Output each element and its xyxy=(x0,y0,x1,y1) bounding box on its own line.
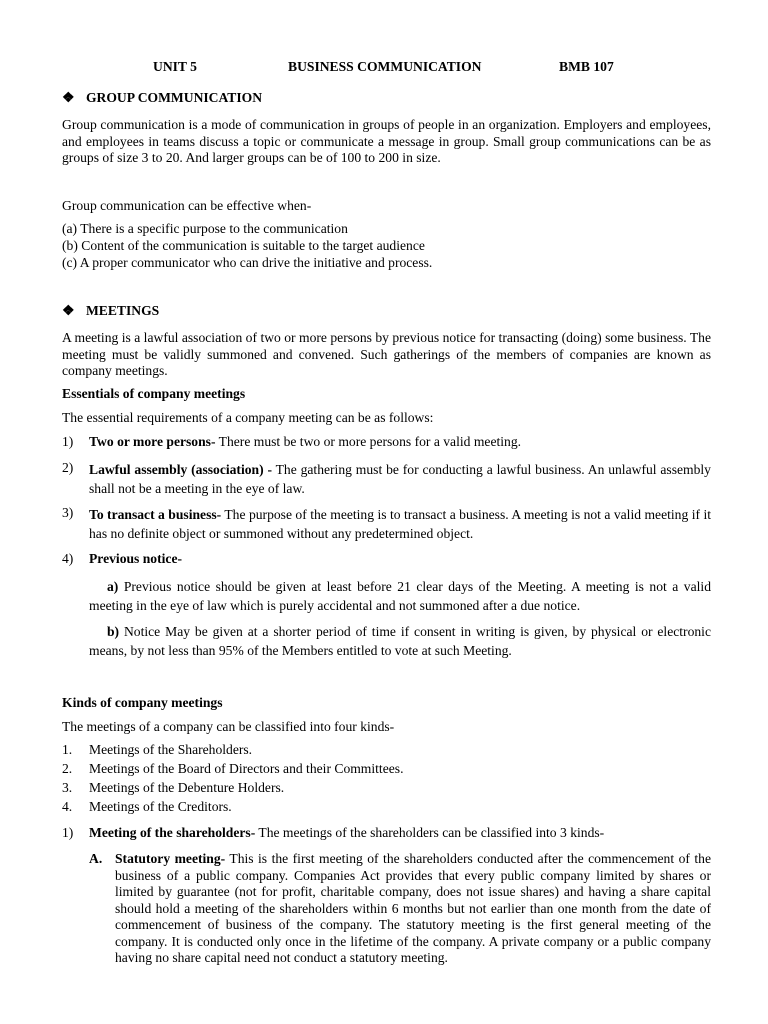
condition-b: (b) Content of the communication is suitable to the target audience xyxy=(62,238,425,253)
course-code: BMB 107 xyxy=(559,59,614,74)
essential-title: Lawful assembly (association) - xyxy=(89,462,272,477)
essential-item-text xyxy=(89,551,711,568)
list-number: 2. xyxy=(62,761,73,776)
list-number: 1. xyxy=(62,742,73,757)
essential-item-text xyxy=(89,460,711,498)
statutory-title: Statutory meeting- xyxy=(115,851,226,866)
kinds-item-text: Meetings of the Shareholders. xyxy=(89,742,253,757)
essentials-heading: Essentials of company meetings xyxy=(62,386,246,401)
shareholders-text xyxy=(89,825,711,842)
notice-b-label: b) xyxy=(107,624,120,639)
list-number: 4. xyxy=(62,799,73,814)
statutory-body: This is the first meeting of the shareholders conducted after the commencement of the business of a public company. Companies Act provides that every public company limited by shares or limited by guarantee (not for profit, charitable company, does not issue shares) and having a share capital should hold a meeting of the shareholders within 6 months but not earlier than one month from the date of commencement of business of the company. The statutory meeting is the first general meeting of the company. It is conducted only once in the lifetime of the company. A private company or a public company having no share capital need not conduct a statutory meeting. xyxy=(115,851,711,965)
notice-b-paragraph xyxy=(89,622,711,660)
kinds-item-text: Meetings of the Creditors. xyxy=(89,799,232,814)
notice-b-text: Notice May be given at a shorter period of time if consent in writing is given, by physical or electronic means, by not less than 95% of the Members entitled to vote at such Meeting. xyxy=(89,624,711,658)
essentials-lead: The essential requirements of a company meeting can be as follows: xyxy=(62,410,434,425)
list-number: 4) xyxy=(62,551,74,566)
group-intro-paragraph: Group communication is a mode of communication in groups of people in an organization. Employers and employees, and employees in teams discuss a topic or communicate a message in group. Small group communications can be as groups of size 3 to 20. And larger groups can be of 100 to 200 in size. xyxy=(62,117,711,165)
list-number: 3. xyxy=(62,780,73,795)
subject-title: BUSINESS COMMUNICATION xyxy=(288,59,482,74)
essential-title: To transact a business- xyxy=(89,507,222,522)
essential-body: There must be two or more persons for a valid meeting. xyxy=(215,434,522,449)
diamond-bullet-icon: ❖ xyxy=(62,304,75,319)
section-heading-group xyxy=(62,90,262,108)
shareholders-title: Meeting of the shareholders- xyxy=(89,825,256,840)
list-number: 3) xyxy=(62,505,74,520)
shareholders-body: The meetings of the shareholders can be classified into 3 kinds- xyxy=(255,825,605,840)
statutory-text xyxy=(115,851,711,967)
essential-title: Two or more persons- xyxy=(89,434,216,449)
list-number: 1) xyxy=(62,825,74,840)
list-number: 2) xyxy=(62,460,74,475)
statutory-label: A. xyxy=(89,851,103,866)
condition-c: (c) A proper communicator who can drive the initiative and process. xyxy=(62,255,433,270)
condition-a: (a) There is a specific purpose to the communication xyxy=(62,221,348,236)
meetings-intro-paragraph: A meeting is a lawful association of two or more persons by previous notice for transacting (doing) some business. The meeting must be validly summoned and convened. Such gatherings of the members of companies are known as company meetings. xyxy=(62,330,711,378)
meetings-heading-text: MEETINGS xyxy=(85,303,160,318)
kinds-item-text: Meetings of the Debenture Holders. xyxy=(89,780,285,795)
essential-body: The purpose of the meeting is to transact a business. A meeting is not a valid meeting if it has no definite object or summoned without any predetermined object. xyxy=(89,507,711,541)
kinds-lead: The meetings of a company can be classified into four kinds- xyxy=(62,719,395,734)
diamond-bullet-icon: ❖ xyxy=(62,91,75,106)
unit-label: UNIT 5 xyxy=(153,59,197,74)
notice-a-paragraph xyxy=(89,577,711,615)
group-heading-text: GROUP COMMUNICATION xyxy=(85,90,263,105)
kinds-item-text: Meetings of the Board of Directors and their Committees. xyxy=(89,761,404,776)
list-number: 1) xyxy=(62,434,74,449)
group-effective-lead: Group communication can be effective when- xyxy=(62,198,312,213)
essential-title: Previous notice- xyxy=(89,551,182,566)
essential-body: The gathering must be for conducting a lawful business. An unlawful assembly shall not be a meeting in the eye of law. xyxy=(89,462,711,496)
essential-item-text xyxy=(89,505,711,543)
notice-a-text: Previous notice should be given at least before 21 clear days of the Meeting. A meeting is not a valid meeting in the eye of law which is purely accidental and not summoned after a due notice. xyxy=(89,579,711,613)
kinds-heading: Kinds of company meetings xyxy=(62,695,223,710)
notice-a-label: a) xyxy=(107,579,119,594)
essential-item-text xyxy=(89,434,711,451)
section-heading-meetings xyxy=(62,303,159,321)
